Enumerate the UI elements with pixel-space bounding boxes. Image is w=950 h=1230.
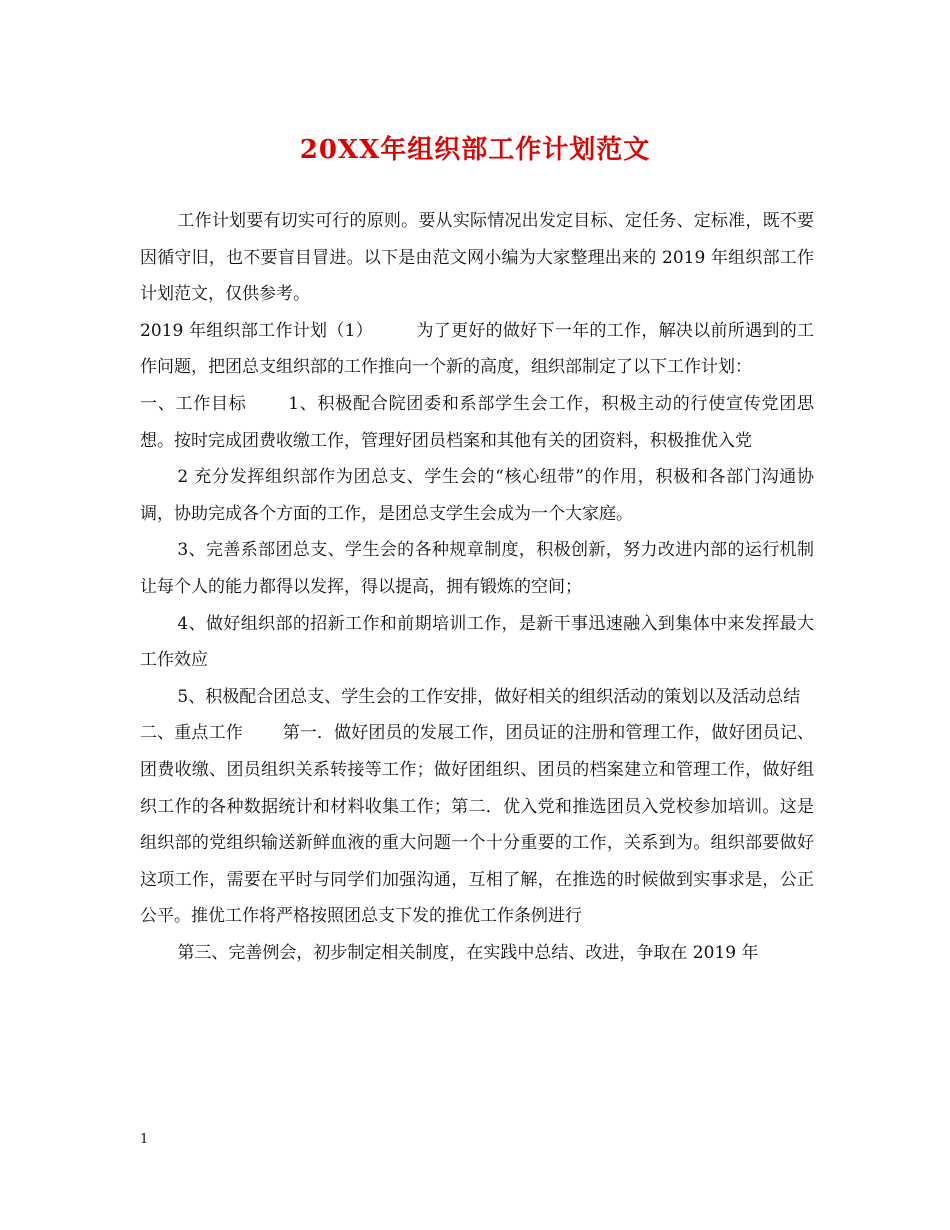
paragraph: 5、积极配合团总支、学生会的工作安排，做好相关的组织活动的策划以及活动总结 — [177, 686, 801, 707]
paragraph: 2019 年组织部工作计划（1） 为了更好的做好下一年的工作，解决以前所遇到的工作问题，把团总支组织部的工作推向一个新的高度，组织部制定了以下工作计划： — [140, 320, 814, 378]
paragraph: 2 充分发挥组织部作为团总支、学生会的“核心纽带”的作用，积极和各部门沟通协调，协助完成各个方面的工作，是团总支学生会成为一个大家庭。 — [140, 467, 814, 524]
page-number: 1 — [140, 1132, 149, 1147]
paragraph: 一、工作目标 1、积极配合院团委和系部学生会工作，积极主动的行使宣传党团思想。按时完成团费收缴工作，管理好团员档案和其他有关的团资料，积极推优入党 — [140, 393, 814, 451]
document-body — [140, 203, 814, 971]
paragraph: 第三、完善例会，初步制定相关制度，在实践中总结、改进，争取在 2019 年 — [177, 942, 759, 963]
paragraph: 工作计划要有切实可行的原则。要从实际情况出发定目标、定任务、定标准，既不要因循守旧，也不要盲目冒进。以下是由范文网小编为大家整理出来的 2019 年组织部工作计划范文，仅供参考。 — [140, 211, 814, 305]
paragraph: 4、做好组织部的招新工作和前期培训工作，是新干事迅速融入到集体中来发挥最大工作效应 — [140, 613, 814, 671]
document-title: 20XX年组织部工作计划范文 — [299, 135, 651, 165]
paragraph: 3、完善系部团总支、学生会的各种规章制度，积极创新，努力改进内部的运行机制让每个人的能力都得以发挥，得以提高，拥有锻炼的空间； — [140, 540, 814, 597]
paragraph: 二、重点工作 第一．做好团员的发展工作，团员证的注册和管理工作，做好团员记、团费收缴、团员组织关系转接等工作；做好团组织、团员的档案建立和管理工作，做好组织工作的各种数据统计和材料收集工作；第二．优入党和推选团员入党校参加培训。这是组织部的党组织输送新鲜血液的重大问题一个十分重要的工作，关系到为。组织部要做好这项工作，需要在平时与同学们加强沟通，互相了解，在推选的时候做到实事求是，公正公平。推优工作将严格按照团总支下发的推优工作条例进行 — [140, 723, 814, 927]
